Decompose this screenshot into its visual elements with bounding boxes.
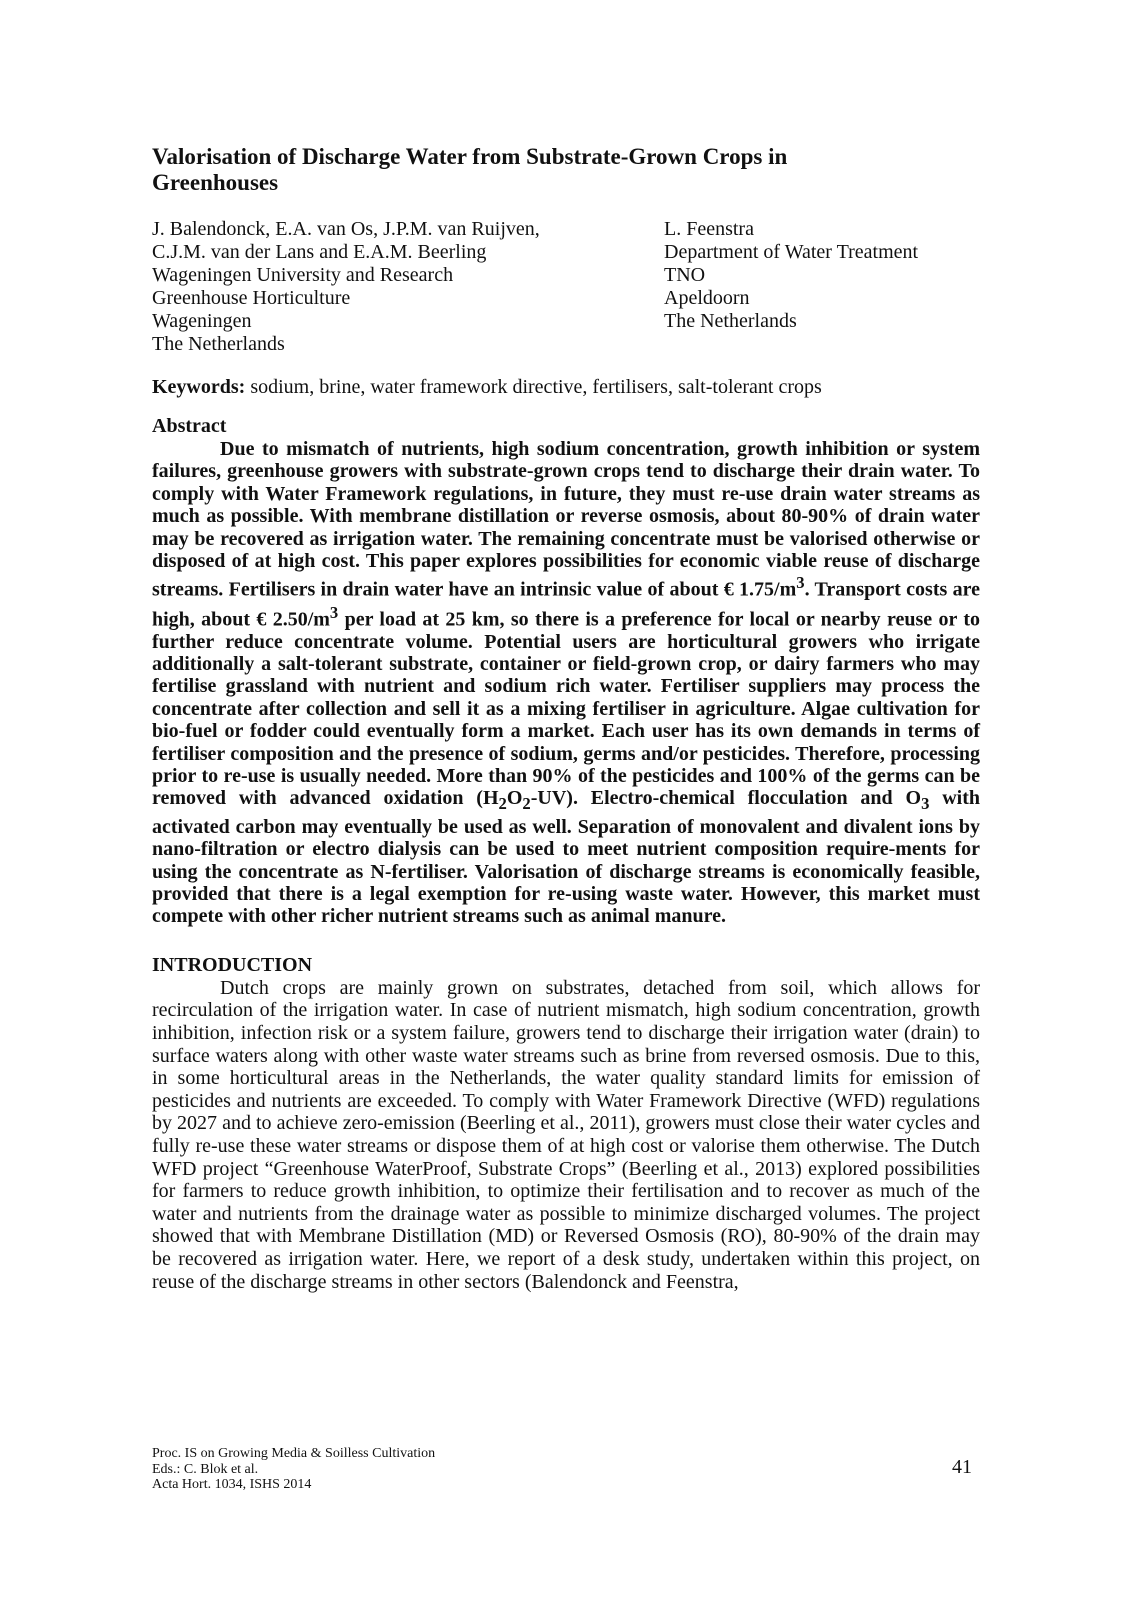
subscript: 2: [522, 794, 531, 814]
affiliation-line: Wageningen: [152, 310, 252, 332]
page-number: 41: [952, 1456, 972, 1478]
author-block: [152, 218, 980, 356]
superscript: 3: [329, 602, 339, 622]
affiliation-line: Wageningen University and Research: [152, 264, 454, 286]
keywords-text: sodium, brine, water framework directive, fertilisers, salt-tolerant crops: [250, 376, 822, 398]
footer-line: Acta Hort. 1034, ISHS 2014: [152, 1477, 312, 1492]
keywords-line: [152, 376, 980, 399]
abstract-part: with activated carbon may eventually be used as well. Separation of monovalent and divalent ions by nano-filtration or electro dialysis can be used to meet nutrient composition require-ments for using the concentrate as N-fertiliser. Valorisation of discharge streams is economically feasible, provided that there is a legal exemption for re-using waste water. However, this market must compete with other richer nutrient streams such as animal manure.: [152, 787, 981, 928]
footer-line: Eds.: C. Blok et al.: [152, 1461, 259, 1477]
abstract-part: . Transport costs are high, about € 2.50/m: [152, 579, 980, 631]
affiliation-line: Apeldoorn: [664, 287, 750, 309]
affiliation-line: The Netherlands: [664, 310, 797, 332]
author-line: C.J.M. van der Lans and E.A.M. Beerling: [152, 241, 487, 263]
authors-right: [664, 218, 980, 356]
affiliation-line: Department of Water Treatment: [664, 241, 919, 263]
abstract-text: [152, 438, 980, 928]
affiliation-line: Greenhouse Horticulture: [152, 287, 351, 309]
section-heading-introduction: INTRODUCTION: [152, 953, 313, 976]
keywords-label: Keywords:: [152, 376, 246, 398]
subscript: 3: [921, 794, 930, 814]
abstract-heading: Abstract: [152, 415, 227, 437]
superscript: 3: [796, 573, 805, 593]
paper-page: [152, 144, 980, 1293]
author-line: L. Feenstra: [664, 218, 754, 240]
introduction-text: Dutch crops are mainly grown on substrates, detached from soil, which allows for recirculation of the irrigation water. In case of nutrient mismatch, high sodium concentration, growth inhibition, infection risk or a system failure, growers tend to discharge their irrigation water (drain) to surface waters along with other waste water streams such as brine from reversed osmosis. Due to this, in some horticultural areas in the Netherlands, the water quality standard limits for emission of pesticides and nutrients are exceeded. To comply with Water Framework Directive (WFD) regulations by 2027 and to achieve zero-emission (Beerling et al., 2011), growers must close their water cycles and fully re-use these water streams or dispose them of at high cost or valorise them otherwise. The Dutch WFD project “Greenhouse WaterProof, Substrate Crops” (Beerling et al., 2013) explored possibilities for farmers to reduce growth inhibition, to optimize their fertilisation and to recover as much of the water and nutrients from the drainage water as possible to minimize discharged volumes. The project showed that with Membrane Distillation (MD) or Reversed Osmosis (RO), 80-90% of the drain may be recovered as irrigation water. Here, we report of a desk study, undertaken within this project, on reuse of the discharge streams in other sectors (Balendonck and Feenstra,: [152, 976, 980, 1293]
footer-line: Proc. IS on Growing Media & Soilless Cultivation: [152, 1446, 436, 1461]
affiliation-line: The Netherlands: [152, 333, 285, 355]
abstract-part: Due to mismatch of nutrients, high sodium concentration, growth inhibition or system failures, greenhouse growers with substrate-grown crops tend to discharge their drain water. To comply with Water Framework regulations, in future, they must re-use drain water streams as much as possible. With membrane distillation or reverse osmosis, about 80-90% of drain water may be recovered as irrigation water. The remaining concentrate must be valorised otherwise or disposed of at high cost. This paper explores possibilities for economic viable reuse of discharge streams. Fertilisers in drain water have an intrinsic value of about € 1.75/m: [152, 438, 980, 602]
abstract-part: per load at 25 km, so there is a preference for local or nearby reuse or to further reduce concentrate volume. Potential users are horticultural growers who irrigate additionally a salt-tolerant substrate, container or field-grown crop, or dairy farmers who may fertilise grassland with nutrient and sodium rich water. Fertiliser suppliers may process the concentrate after collection and sell it as a mixing fertiliser in agriculture. Algae cultivation for bio-fuel or fodder could eventually form a market. Each user has its own demands in terms of fertiliser composition and the presence of sodium, germs and/or pesticides. Therefore, processing prior to re-use is usually needed. More than 90% of the pesticides and 100% of the germs can be removed with advanced oxidation (H: [152, 608, 980, 810]
paper-title: Valorisation of Discharge Water from Substrate-Grown Crops in Greenhouses: [152, 144, 788, 195]
abstract-part: O: [506, 787, 523, 810]
affiliation-line: TNO: [664, 264, 706, 286]
abstract-part: -UV). Electro-chemical flocculation and O: [530, 787, 922, 810]
footer-citation: [152, 1446, 435, 1493]
author-line: J. Balendonck, E.A. van Os, J.P.M. van Ruijven,: [152, 218, 540, 240]
authors-left: [152, 218, 664, 356]
subscript: 2: [498, 794, 507, 814]
